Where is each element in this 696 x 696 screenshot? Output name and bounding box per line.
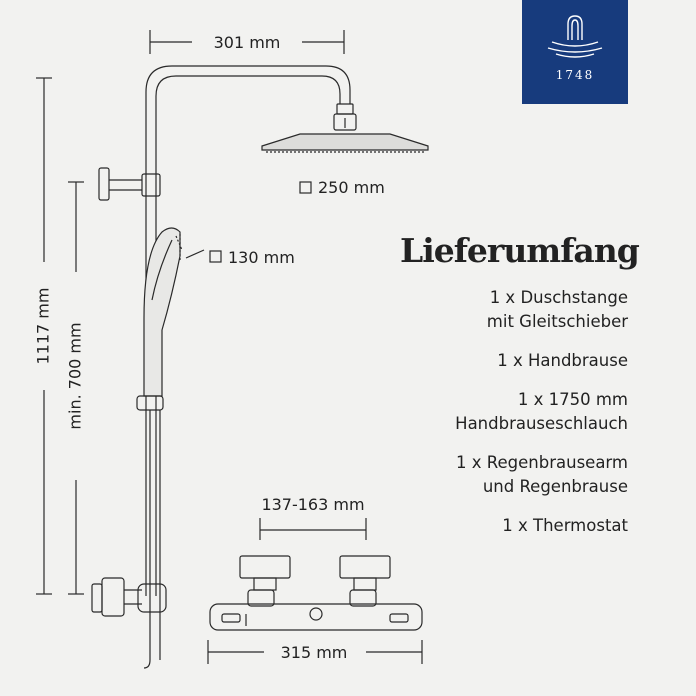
list-item-line: 1 x Regenbrausearm (456, 453, 628, 472)
list-item (400, 451, 628, 499)
thermostat-width-label: 315 mm (280, 643, 348, 662)
brand-logo (522, 0, 628, 104)
logo-year: 1748 (555, 68, 595, 82)
thermostat (210, 556, 422, 630)
list-item-line: 1 x Handbrause (497, 351, 628, 370)
hand-shower-size-label: 130 mm (228, 248, 295, 267)
scope-title: Lieferumfang (400, 231, 639, 270)
hand-shower-leader (186, 250, 204, 258)
hand-shower-square-icon (210, 251, 221, 262)
list-item-line: 1 x Duschstange (489, 288, 628, 307)
list-item-line: Handbrauseschlauch (455, 414, 628, 433)
total-height-label: 1117 mm (33, 287, 53, 365)
wall-bracket (99, 168, 160, 200)
list-item-line: 1 x Thermostat (502, 516, 628, 535)
head-size-label: 250 mm (318, 178, 385, 197)
scope-of-delivery (400, 228, 639, 553)
fountain-wave-icon (522, 0, 628, 64)
list-item (400, 514, 628, 538)
inlet-spacing-label: 137-163 mm (261, 495, 365, 514)
slider-holder (137, 396, 163, 410)
inlet-spacing-dimension (260, 518, 366, 540)
rain-shower-head (262, 134, 428, 152)
list-item-line: mit Gleitschieber (486, 312, 628, 331)
arm-length-label: 301 mm (213, 33, 281, 52)
list-item (400, 286, 628, 334)
list-item-line: und Regenbrause (482, 477, 628, 496)
list-item (400, 349, 628, 373)
min-height-label: min. 700 mm (65, 322, 85, 430)
list-item (400, 388, 628, 436)
list-item-line: 1 x 1750 mm (517, 390, 628, 409)
wall-outlet (92, 578, 166, 616)
hand-shower (144, 228, 182, 396)
scope-list (400, 286, 628, 538)
head-connector (334, 104, 356, 130)
head-square-icon (300, 182, 311, 193)
